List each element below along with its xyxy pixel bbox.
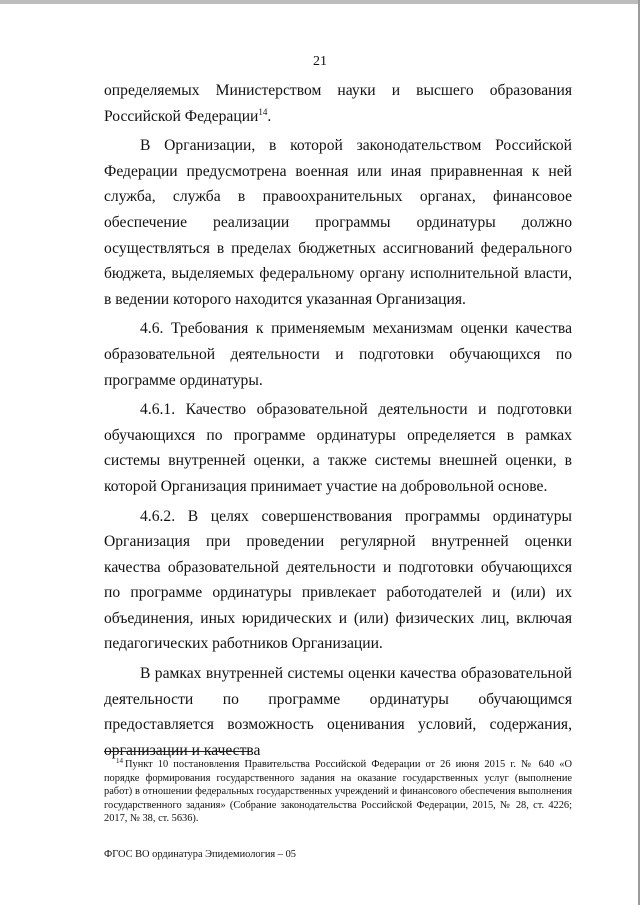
body-text bbox=[104, 78, 572, 763]
footnote-mark: 14 bbox=[116, 756, 123, 765]
paragraph-6: В рамках внутренней системы оценки качества образовательной деятельности по программе ординатуры обучающимся предоставляется возможность оценивания условий, содержания, организации и качества bbox=[104, 665, 572, 759]
scan-top-edge bbox=[0, 0, 640, 4]
paragraph-1-tail: . bbox=[267, 107, 272, 125]
footnote-divider bbox=[104, 751, 252, 752]
page-footer: ФГОС ВО ординатура Эпидемиология – 05 bbox=[104, 849, 296, 860]
paragraph-1 bbox=[104, 78, 572, 129]
paragraph-2: В Организации, в которой законодательством Российской Федерации предусмотрена военная или иная приравненная к ней служба, служба в правоохранительных органах, финансовое обеспечение реализации программы ординатуры должно осуществляться в пределах бюджетных ассигнований федерального бюджета, выделяемых федеральному органу исполнительной власти, в ведении которого находится указанная Организация. bbox=[104, 137, 572, 308]
footnote bbox=[104, 758, 572, 826]
paragraph-1-text: определяемых Министерством науки и высшего образования Российской Федерации bbox=[104, 82, 572, 125]
footnote-reference: 14 bbox=[258, 106, 268, 117]
page-number: 21 bbox=[313, 54, 327, 69]
footnote-text: Пункт 10 постановления Правительства Российской Федерации от 26 июня 2015 г. № 640 «О порядке формирования государственного задания на оказание государственных услуг (выполнение работ) в отношении федеральных государственных учреждений и финансового обеспечения выполнения государственного задания» (Собрание законодательства Российской Федерации, 2015, № 28, ст. 4226; 2017, № 38, ст. 5636). bbox=[104, 759, 572, 825]
paragraph-5: 4.6.2. В целях совершенствования программы ординатуры Организация при проведении регулярной внутренней оценки качества образовательной деятельности и подготовки обучающихся по программе ординатуры привлекает работодателей и (или) их объединения, иных юридических и (или) физических лиц, включая педагогических работников Организации. bbox=[104, 507, 572, 653]
paragraph-3: 4.6. Требования к применяемым механизмам оценки качества образовательной деятельности и подготовки обучающихся по программе ординатуры. bbox=[104, 320, 572, 389]
paragraph-4: 4.6.1. Качество образовательной деятельности и подготовки обучающихся по программе ординатуры определяется в рамках системы внутренней оценки, а также системы внешней оценки, в которой Организация принимает участие на добровольной основе. bbox=[104, 401, 572, 495]
